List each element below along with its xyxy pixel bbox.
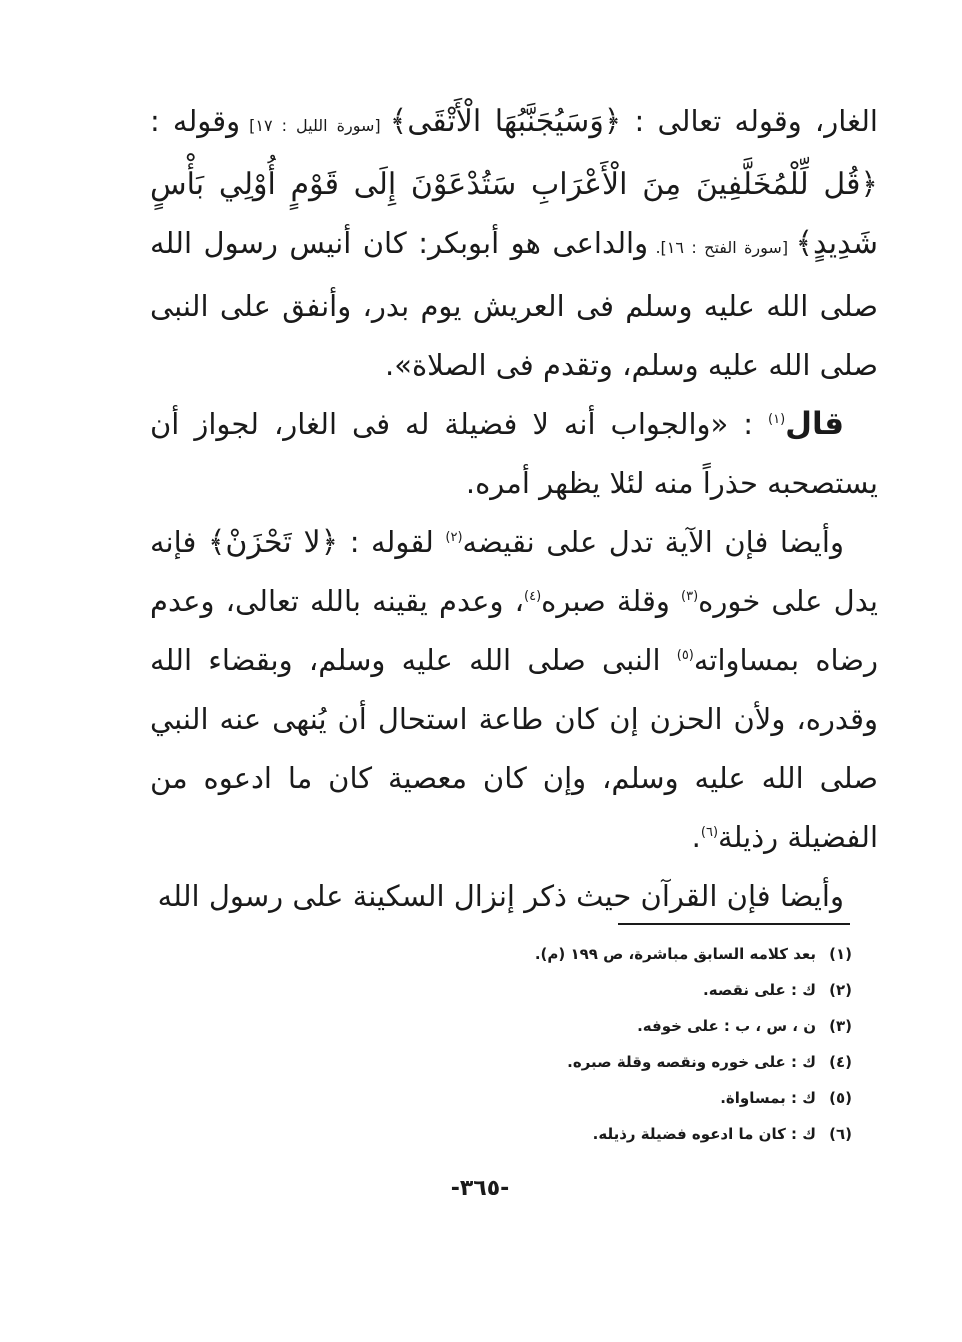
text: وقوله : bbox=[150, 104, 241, 138]
paragraph-4 bbox=[150, 867, 878, 926]
footnote-item bbox=[470, 1044, 852, 1080]
footnote-item bbox=[470, 1116, 852, 1152]
surah-reference: [سورة الليل : ١٧] bbox=[240, 116, 390, 135]
paragraph-3 bbox=[150, 513, 878, 867]
quran-verse: ﴿قُل لِّلْمُخَلَّفِينَ مِنَ الْأَعْرَابِ سَتُدْعَوْنَ إِلَى قَوْمٍ أُوْلِي بَأْسٍ شَدِيدٍ﴾ bbox=[150, 167, 879, 261]
text: لقوله : bbox=[338, 525, 446, 559]
footnote-number: (٤) bbox=[829, 1053, 852, 1071]
footnote-text: ن ، س ، ب : على خوفه. bbox=[637, 1017, 816, 1035]
text: وأيضا فإن القرآن حيث ذكر إنزال السكينة على رسول الله bbox=[157, 879, 844, 913]
text: الغار، وقوله تعالى : bbox=[621, 104, 878, 138]
text: . bbox=[691, 820, 701, 854]
footnote-item bbox=[470, 1008, 852, 1044]
footnote-item bbox=[470, 936, 852, 972]
footnote-marker: (٦) bbox=[700, 825, 719, 840]
footnote-marker: (٢) bbox=[445, 530, 463, 545]
footnote-marker: (٣) bbox=[681, 589, 699, 604]
text: ، وعدم يقينه بالله تعالى، وعدم رضاه بمساواته bbox=[150, 584, 878, 677]
footnote-text: بعد كلامه السابق مباشرة، ص ١٩٩ (م). bbox=[534, 945, 816, 963]
text: النبى صلى الله عليه وسلم، وبقضاء الله وقدره، ولأن الحزن إن كان طاعة استحال أن يُنهى عنه النبي صلى الله عليه وسلم، وإن كان معصية كان ما ادعوه من الفضيلة رذيلة bbox=[150, 643, 878, 854]
text: وقلة صبره bbox=[541, 584, 682, 618]
footnote-text: ك : على خوره ونقصه وقلة صبره. bbox=[567, 1053, 816, 1071]
text: : «والجواب أنه لا فضيلة له فى الغار، لجواز أن يستصحبه حذراً منه لئلا يظهر أمره. bbox=[150, 407, 878, 500]
footnotes-list bbox=[470, 936, 852, 1152]
main-text bbox=[150, 92, 878, 926]
footnote-number: (١) bbox=[829, 945, 852, 963]
surah-reference: [سورة الفتح : ١٦]. bbox=[648, 238, 796, 257]
footnote-marker: (٥) bbox=[676, 648, 694, 663]
footnote-number: (٢) bbox=[829, 981, 852, 999]
footnote-item bbox=[470, 1080, 852, 1116]
page-number: -٣٦٥- bbox=[450, 1176, 510, 1201]
text: والداعى هو أبوبكر: كان أنيس رسول الله صلى الله عليه وسلم فى العريش يوم بدر، وأنفق على النبى صلى الله عليه وسلم، وتقدم فى الصلاة». bbox=[150, 226, 878, 382]
footnote-marker: (١) bbox=[768, 412, 786, 427]
footnote-text: ك : بمساواة. bbox=[720, 1089, 816, 1107]
footnote-number: (٥) bbox=[829, 1089, 852, 1107]
footnote-text: ك : كان ما ادعوه فضيلة رذيله. bbox=[592, 1125, 816, 1143]
footnote-number: (٣) bbox=[829, 1017, 852, 1035]
footnote-number: (٦) bbox=[829, 1125, 852, 1143]
paragraph-1 bbox=[150, 92, 878, 395]
quran-verse: ﴿لا تَحْزَنْ﴾ bbox=[207, 525, 339, 560]
footnote-marker: (٤) bbox=[524, 589, 542, 604]
footnote-text: ك : على نقصه. bbox=[703, 981, 816, 999]
footnote-item bbox=[470, 972, 852, 1008]
paragraph-2 bbox=[150, 395, 878, 513]
lead-word: قال bbox=[785, 406, 844, 442]
text: فإنه يدل على خوره bbox=[150, 525, 878, 618]
text: وأيضا فإن الآية تدل على نقيضه bbox=[462, 525, 844, 559]
quran-verse: ﴿وَسَيُجَنَّبُهَا الْأَتْقَى﴾ bbox=[389, 104, 622, 139]
footnote-divider bbox=[618, 923, 850, 925]
